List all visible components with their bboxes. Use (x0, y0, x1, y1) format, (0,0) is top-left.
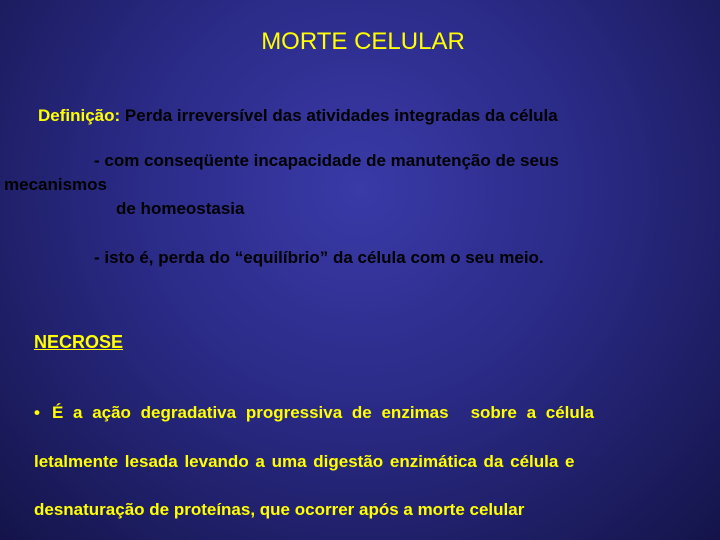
slide-title: MORTE CELULAR (261, 28, 465, 55)
bullet-line1-part-a: É a ação degradativa progressiva de enzimas (51, 403, 449, 422)
definition-text: Perda irreversível das atividades integradas da célula (120, 106, 558, 125)
point2-line: - isto é, perda do “equilíbrio” da célula com o seu meio. (94, 248, 544, 267)
point1-line1: - com conseqüente incapacidade de manutenção de seus (94, 151, 559, 170)
bullet-line1 (34, 403, 594, 423)
bullet-icon: • (34, 403, 40, 422)
bullet-line1-part-b: sobre a célula (470, 403, 594, 422)
point1-line3: de homeostasia (116, 199, 245, 218)
bullet-line2: letalmente lesada levando a uma digestão enzimática da célula e (34, 452, 575, 471)
definition-label: Definição: (38, 106, 121, 125)
definition-line (38, 106, 558, 126)
section-heading: NECROSE (34, 332, 124, 352)
bullet-line3: desnaturação de proteínas, que ocorrer após a morte celular (34, 500, 525, 519)
point1-line2: mecanismos (4, 175, 107, 194)
